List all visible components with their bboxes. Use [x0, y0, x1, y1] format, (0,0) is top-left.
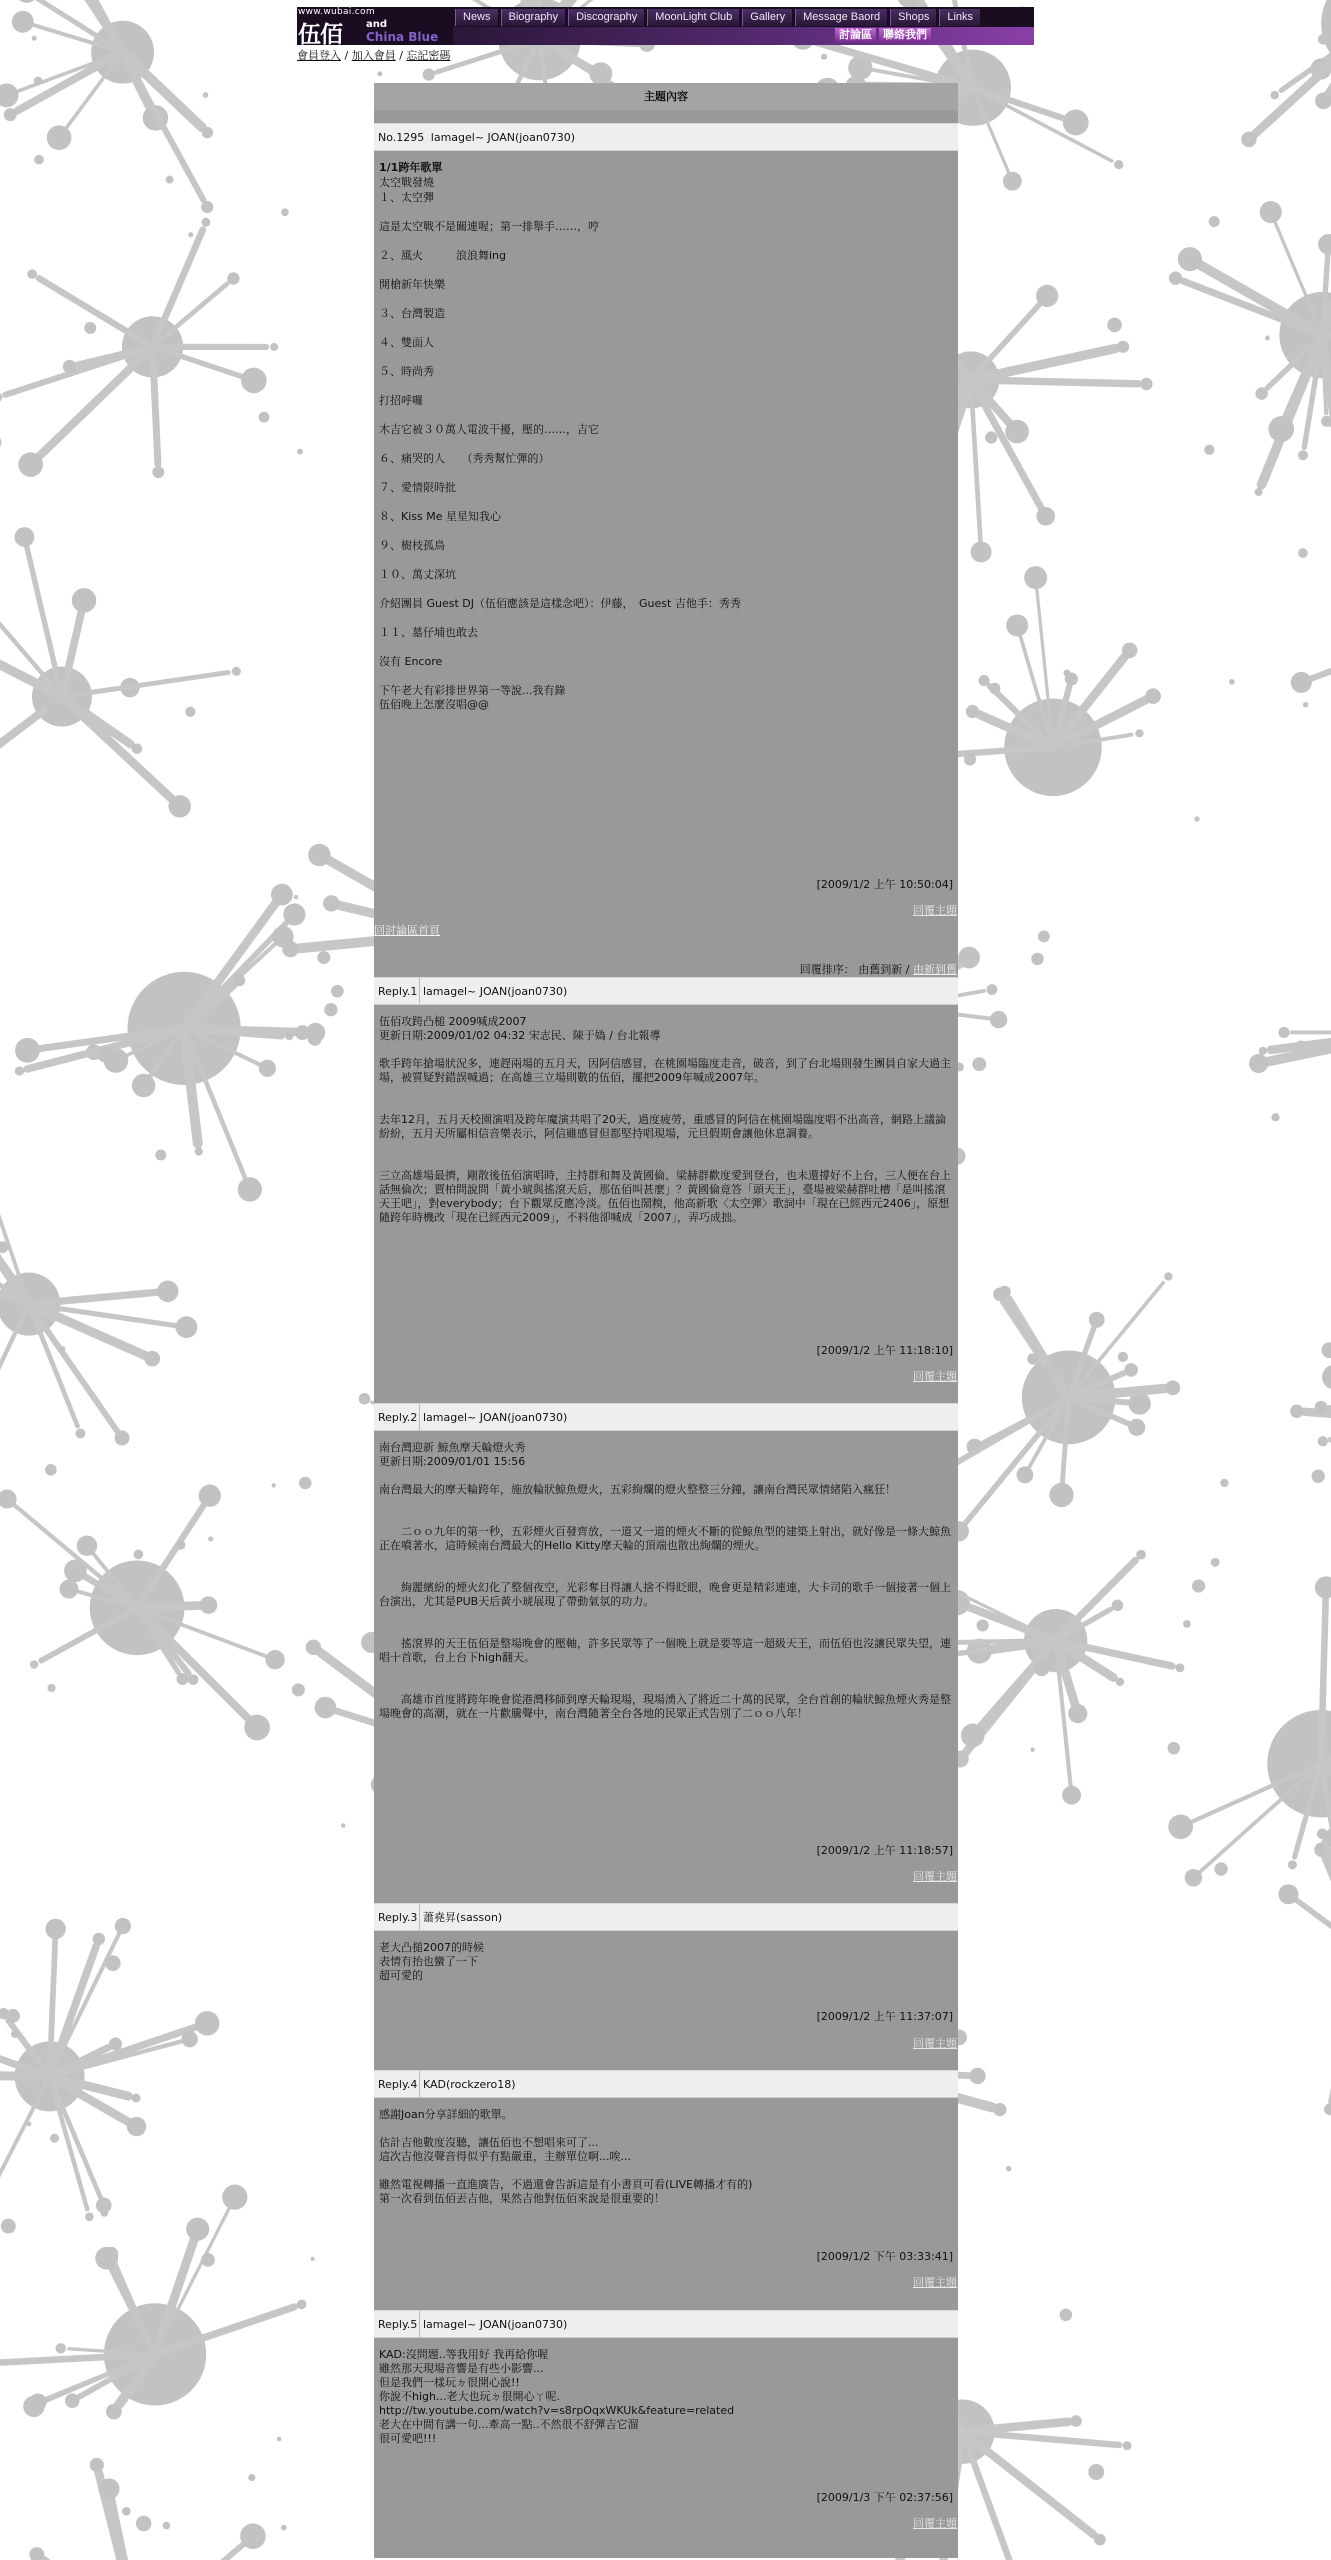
reply-timestamp: [2009/1/2 上午 11:18:57] — [816, 1844, 953, 1857]
subnav-forum[interactable]: 討論區 — [835, 28, 876, 42]
reply-number: Reply.2 — [374, 1404, 420, 1430]
nav-biography[interactable]: Biography — [501, 9, 566, 26]
reply-author: KAD(rockzero18) — [423, 2078, 516, 2091]
reply-number: Reply.4 — [374, 2071, 420, 2097]
reply-topic-link[interactable]: 回覆主題 — [913, 1370, 957, 1383]
nav-message-board[interactable]: Message Baord — [795, 9, 887, 26]
nav-shops[interactable]: Shops — [890, 9, 936, 26]
forgot-password-link[interactable]: 忘記密碼 — [406, 49, 451, 62]
main-nav — [455, 9, 983, 26]
reply-body: 感謝Joan分享詳細的歌單。 估計吉他數度沒聽，讓伍佰也不想唱來可了... 這次吉他沒聲音得似乎有點嚴重，主辦單位啊...唉... 雖然電視轉播一直進廣告，不過還會告訴這是有小書頁可看(LIVE轉播才有的) 第一次看到伍佰丟吉他，果然吉他對伍佰來說是很重要的！ — [379, 2108, 753, 2205]
reply-sort — [800, 961, 957, 977]
post-body: 太空戰發燒 １、太空彈 這是太空戰不是關連喔；第一排舉手……，哼 ２、風火 浪浪舞ing 開槍新年快樂 ３、台灣製造 ４、雙面人 ５、時尚秀 打招呼囉 木吉它被３０萬人電波干擾，壓的……，吉它 ６、痛哭的人 （秀秀幫忙彈的） ７、愛情限時批 ８、Kiss Me 星星知我心 ９、樹枝孤鳥 １０、萬丈深坑 介紹團員 Guest DJ（伍佰應該是這樣念吧）：伊藤， Guest 吉他手：秀秀 １１、墓仔埔也敢去 沒有 Encore 下午老大有彩排世界第一等說...我有錄 伍佰晚上怎麼沒唱@@ — [379, 176, 741, 711]
sort-label: 回覆排序： — [799, 963, 855, 976]
post-timestamp: [2009/1/2 上午 10:50:04] — [816, 878, 953, 891]
reply-author: lamagel~ JOAN(joan0730) — [423, 1411, 568, 1424]
nav-moonlight-club[interactable]: MoonLight Club — [647, 9, 739, 26]
reply-header — [374, 977, 958, 1005]
reply-body: 老大凸搥2007的時候 表情有抬也蠻了一下 超可愛的 — [379, 1941, 484, 1982]
sub-nav — [835, 28, 934, 42]
reply-header — [374, 2070, 958, 2098]
site-banner — [297, 7, 1034, 45]
reply-number: Reply.5 — [374, 2311, 420, 2337]
site-domain: www.wubai.com — [298, 7, 375, 17]
post-number: No.1295 — [378, 131, 425, 144]
thread-column — [374, 83, 958, 2558]
sort-old-to-new[interactable]: 由舊到新 — [858, 963, 903, 976]
post-heading: 1/1跨年歌單 — [379, 161, 443, 174]
back-to-forum-link[interactable]: 回討論區首頁 — [374, 924, 440, 937]
thread-title: 主題內容 — [374, 83, 958, 110]
nav-gallery[interactable]: Gallery — [742, 9, 792, 26]
reply-topic-link[interactable]: 回覆主題 — [913, 2276, 957, 2289]
reply-header — [374, 2310, 958, 2338]
reply-header — [374, 1403, 958, 1431]
reply-timestamp: [2009/1/2 下午 03:33:41] — [816, 2250, 953, 2263]
reply-header — [374, 1903, 958, 1931]
login-link[interactable]: 會員登入 — [297, 49, 341, 62]
reply-author: lamagel~ JOAN(joan0730) — [423, 2318, 568, 2331]
reply-author: 蕭堯昇(sasson) — [423, 1911, 503, 1924]
reply-timestamp: [2009/1/3 下午 02:37:56] — [816, 2491, 953, 2504]
logo-china-blue: China Blue — [366, 30, 439, 44]
reply-timestamp: [2009/1/2 上午 11:37:07] — [816, 2010, 953, 2023]
reply-topic-link[interactable]: 回覆主題 — [913, 2517, 957, 2530]
member-links: 會員登入 / 加入會員 / 忘記密碼 — [297, 49, 451, 62]
sort-separator: / — [905, 963, 910, 976]
nav-news[interactable]: News — [455, 9, 498, 26]
sort-new-to-old[interactable]: 由新到舊 — [913, 963, 957, 976]
register-link[interactable]: 加入會員 — [351, 49, 396, 62]
main-post-header — [374, 123, 958, 151]
reply-body: KAD:沒問題..等我用好 我再給你喔 雖然那天現場音響是有些小影響... 但是我們一樣玩ㄉ很開心說!! 你說不high...老大也玩ㄉ很開心ㄚ呢. http://tw.youtube.com/watch?v=s8rpOqxWKUk&feature=related 老大在中間有講一句...牽高一點..不然很不舒彈吉它溜 很可愛吧!!! — [379, 2348, 735, 2445]
reply-topic-link[interactable]: 回覆主題 — [913, 2037, 957, 2050]
nav-discography[interactable]: Discography — [568, 9, 644, 26]
reply-number: Reply.1 — [374, 978, 420, 1004]
reply-number: Reply.3 — [374, 1904, 420, 1930]
logo-and: and — [366, 19, 388, 30]
nav-links[interactable]: Links — [939, 9, 980, 26]
site-logo[interactable] — [297, 7, 453, 45]
reply-topic-link[interactable]: 回覆主題 — [913, 904, 957, 917]
reply-body: 伍佰攻跨凸槌 2009喊成2007 更新日期:2009/01/02 04:32 宋志民、陳于媯 / 台北報導 歌手跨年搶場狀況多，連趕兩場的五月天，因阿信感冒，在桃園場臨度走音，破音，到了台北場則發生團員自家大過主場，被質疑對錯誤喊過；在高雄三立場則數的伍佰，擺把2009年喊成2007年。 去年12月，五月天校園演唱及跨年魔演共唱了20天，過度疲勞，重感冒的阿信在桃園場臨度唱不出高音，網路上議論紛紛，五月天所屬相信音樂表示，阿信雖感冒但都堅持唱現場，元旦假期會讓他休息調養。 三立高雄場最擠，剛散後伍佰演唱時，主持群和舞及黃國倫、梁赫群歡度愛到登台，也未還撐好不上台，三人便在台上話無倫次；賈柏問說問「黃小琥與搖滾天后，那伍佰叫甚麼」？黃國倫竟答「頭天王」，臺場被梁赫群吐槽「是叫搖滾天王吧」，對everybody；台下觀眾反應冷淡。伍佰也鬧糗，他高新歌〈太空彈〉歌詞中「現在已經西元2406」，原想隨跨年時機改「現在已經西元2009」，不料他卻喊成「2007」，弄巧成拙。 — [379, 1015, 951, 1224]
post-author: lamagel~ JOAN(joan0730) — [430, 131, 576, 144]
logo-chinese: 伍佰 — [298, 21, 342, 45]
reply-body: 南台灣迎新 鯨魚摩天輪燈火秀 更新日期:2009/01/01 15:56 南台灣最大的摩天輪跨年，施放輪狀鯨魚燈火，五彩絢爛的燈火整整三分鐘，讓南台灣民眾情緒陷入瘋狂！ 二ｏｏ九年的第一秒，五彩煙火百發齊放，一道又一道的煙火不斷的從鯨魚型的建築上射出，就好像是一條大鯨魚正在噴著水，這時候南台灣最大的Hello Kitty摩天輪的頂端也散出絢爛的煙火。 絢麗繽紛的煙火幻化了整個夜空，光彩奪目得讓人捨不得眨眼，晚會更是精彩連連，大卡司的歌手一個接著一個上台演出，尤其是PUB天后黃小琥展現了帶動氣氛的功力。 搖滾界的天王伍佰是整場晚會的壓軸，許多民眾等了一個晚上就是要等這一超級天王，而伍佰也沒讓民眾失望，連唱十首歌，台上台下high翻天。 高雄市首度將跨年晚會從港灣移師到摩天輪現場，現場湧入了將近二十萬的民眾，全台首創的輪狀鯨魚煙火秀是整場晚會的高潮，就在一片歡騰聲中，南台灣隨著全台各地的民眾正式告別了二ｏｏ八年！ — [379, 1441, 951, 1720]
reply-topic-link[interactable]: 回覆主題 — [913, 1870, 957, 1883]
reply-timestamp: [2009/1/2 上午 11:18:10] — [816, 1344, 953, 1357]
subnav-contact[interactable]: 聯絡我們 — [879, 28, 931, 42]
banner-stripe — [453, 27, 1034, 45]
reply-author: lamagel~ JOAN(joan0730) — [423, 985, 568, 998]
